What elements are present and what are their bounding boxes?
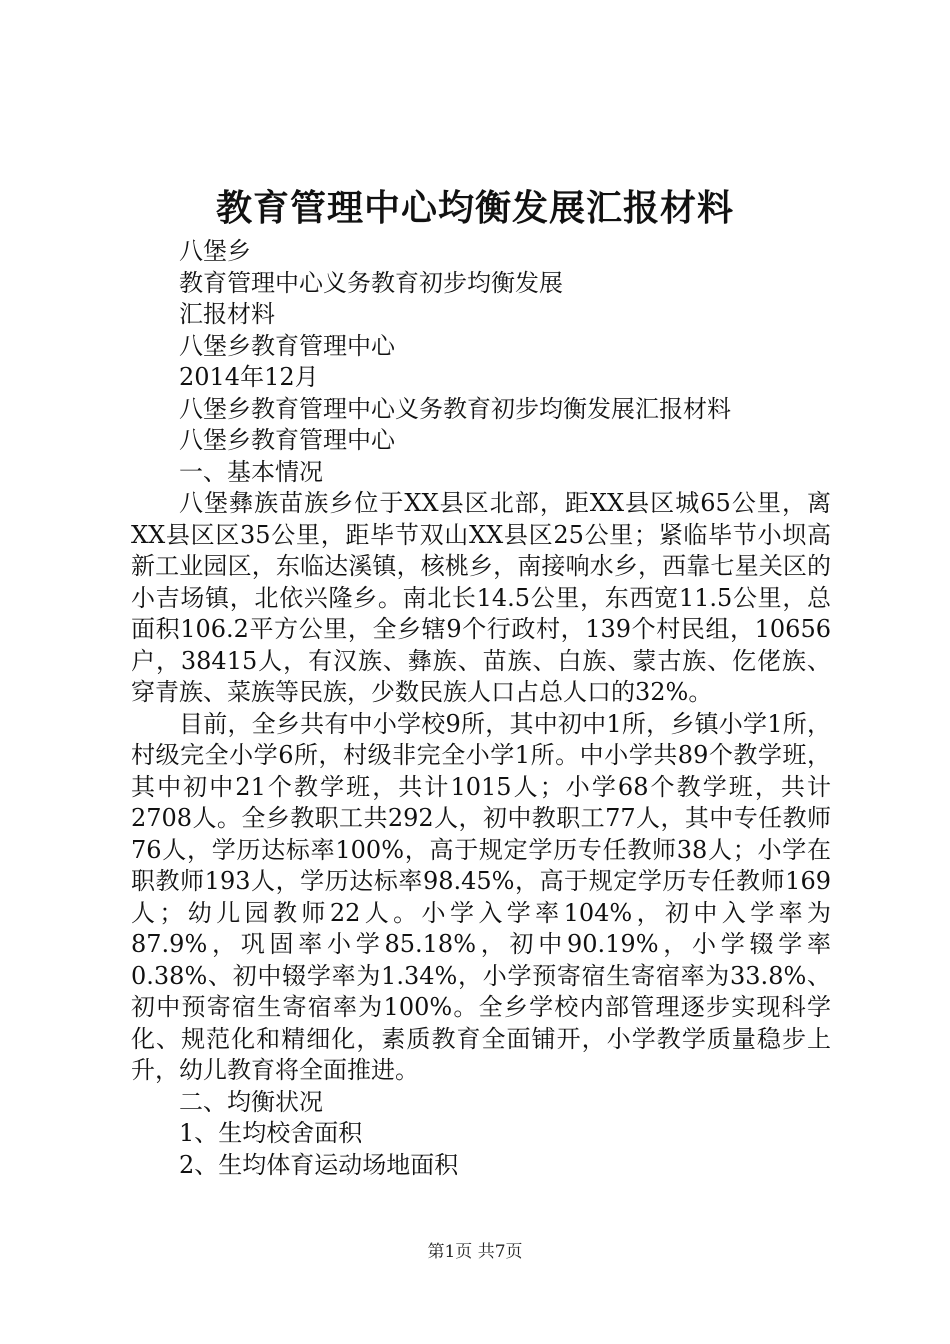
list-item-sports-area: 2、生均体育运动场地面积 (179, 1150, 459, 1179)
document-body (131, 236, 831, 1181)
list-item-building-area: 1、生均校舍面积 (179, 1119, 363, 1147)
header-line-township: 八堡乡 (179, 237, 251, 265)
header-line-date: 2014年12月 (179, 363, 319, 391)
section-heading-basic: 一、基本情况 (179, 457, 323, 486)
paragraph-overview: 八堡彝族苗族乡位于XX县区北部，距XX县区城65公里，离XX县区区35公里，距毕节双山XX县区25公里；紧临毕节小坝高新工业园区，东临达溪镇，核桃乡，南接响水乡，西靠七星关区的小吉场镇，北依兴隆乡。南北长14.5公里，东西宽11.5公里，总面积106.2平方公里，全乡辖9个行政村，139个村民组，10656户，38415人，有汉族、彝族、苗族、白族、蒙古族、仡佬族、穿青族、菜族等民族，少数民族人口占总人口的32%。 (131, 489, 831, 706)
paragraph-schools: 目前，全乡共有中小学校9所，其中初中1所，乡镇小学1所，村级完全小学6所，村级非完全小学1所。中小学共89个教学班，其中初中21个教学班，共计1015人；小学68个教学班，共计2708人。全乡教职工共292人，初中教职工77人，其中专任教师76人，学历达标率100%，高于规定学历专任教师38人；小学在职教师193人，学历达标率98.45%，高于规定学历专任教师169人；幼儿园教师22人。小学入学率104%，初中入学率为87.9%，巩固率小学85.18%，初中90.19%，小学辍学率0.38%、初中辍学率为1.34%，小学预寄宿生寄宿率为33.8%、初中预寄宿生寄宿率为100%。全乡学校内部管理逐步实现科学化、规范化和精细化，素质教育全面铺开，小学教学质量稳步上升，幼儿教育将全面推进。 (131, 709, 831, 1084)
header-line-organization: 八堡乡教育管理中心 (179, 331, 395, 360)
header-line-subject: 教育管理中心义务教育初步均衡发展 (179, 268, 563, 297)
page-number-footer: 第1页 共7页 (427, 1242, 523, 1262)
document-title: 教育管理中心均衡发展汇报材料 (215, 188, 734, 229)
section-heading-balance: 二、均衡状况 (179, 1087, 323, 1116)
header-line-full-title: 八堡乡教育管理中心义务教育初步均衡发展汇报材料 (179, 394, 731, 423)
header-line-report: 汇报材料 (179, 300, 275, 328)
header-line-author: 八堡乡教育管理中心 (179, 426, 395, 454)
